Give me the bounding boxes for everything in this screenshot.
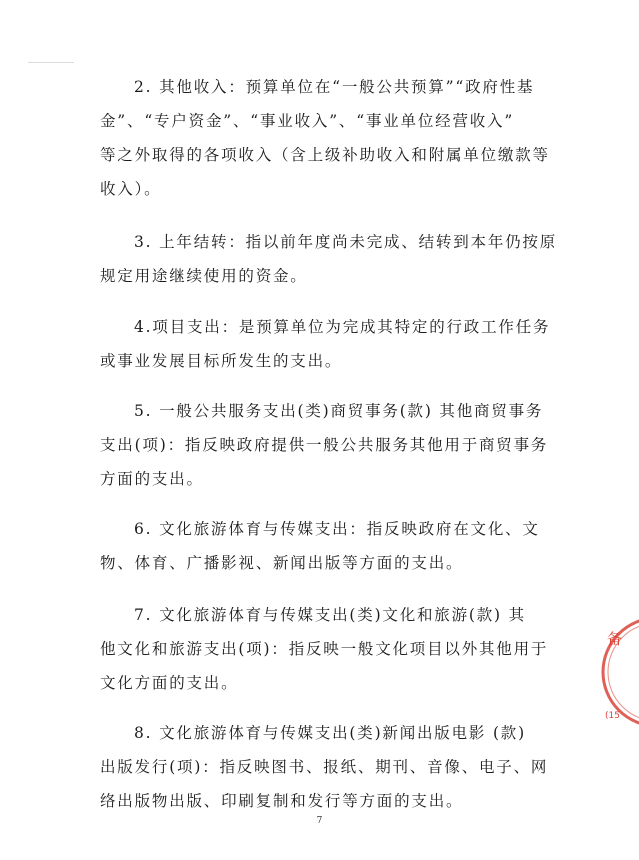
- official-seal-stamp: [599, 600, 639, 745]
- paragraph-press-publication-film: [100, 716, 550, 818]
- paragraph-line: 4.项目支出：是预算单位为完成其特定的行政工作任务: [134, 318, 551, 336]
- paragraph-line: 物、体育、广播影视、新闻出版等方面的支出。: [100, 554, 464, 572]
- paragraph-line: 8. 文化旅游体育与传媒支出(类)新闻出版电影 (款): [134, 724, 526, 742]
- paragraph-line: 3. 上年结转：指以前年度尚未完成、结转到本年仍按原: [134, 233, 558, 251]
- paragraph-line: 文化方面的支出。: [100, 674, 239, 692]
- paragraph-line: 络出版物出版、印刷复制和发行等方面的支出。: [100, 792, 464, 810]
- paragraph-line: 金”、“专户资金”、“事业收入”、“事业单位经营收入”: [100, 112, 515, 130]
- paragraph-line: 方面的支出。: [100, 470, 204, 488]
- page-number: 7: [316, 816, 323, 826]
- seal-graphic: [599, 600, 639, 745]
- paragraph-line: 规定用途继续使用的资金。: [100, 267, 308, 285]
- paragraph-line: 收入）。: [100, 180, 162, 198]
- paragraph-line: 6. 文化旅游体育与传媒支出：指反映政府在文化、文: [134, 520, 540, 538]
- paragraph-line: 2. 其他收入：预算单位在“一般公共预算”“政府性基: [134, 78, 535, 96]
- paragraph-line: 5. 一般公共服务支出(类)商贸事务(款) 其他商贸事务: [134, 402, 544, 420]
- paragraph-line: 他文化和旅游支出(项)：指反映一般文化项目以外其他用于: [100, 640, 549, 658]
- paragraph-line: 支出(项)：指反映政府提供一般公共服务其他用于商贸事务: [100, 436, 549, 454]
- paragraph-carryover: [100, 225, 558, 293]
- seal-number: (15: [605, 711, 620, 721]
- paragraph-culture-tourism-sports-media: [100, 512, 550, 580]
- paragraph-other-culture-tourism: [100, 598, 550, 700]
- paragraph-line: 出版发行(项)：指反映图书、报纸、期刊、音像、电子、网: [100, 758, 549, 776]
- seal-character: 备: [607, 630, 623, 648]
- paragraph-commerce-affairs: [100, 394, 550, 496]
- paragraph-line: 或事业发展目标所发生的支出。: [100, 352, 343, 370]
- scan-mark: [28, 62, 74, 63]
- paragraph-other-income: [100, 70, 550, 206]
- paragraph-line: 7. 文化旅游体育与传媒支出(类)文化和旅游(款) 其: [134, 606, 526, 624]
- paragraph-line: 等之外取得的各项收入（含上级补助收入和附属单位缴款等: [100, 146, 550, 164]
- paragraph-project-expenditure: [100, 310, 550, 378]
